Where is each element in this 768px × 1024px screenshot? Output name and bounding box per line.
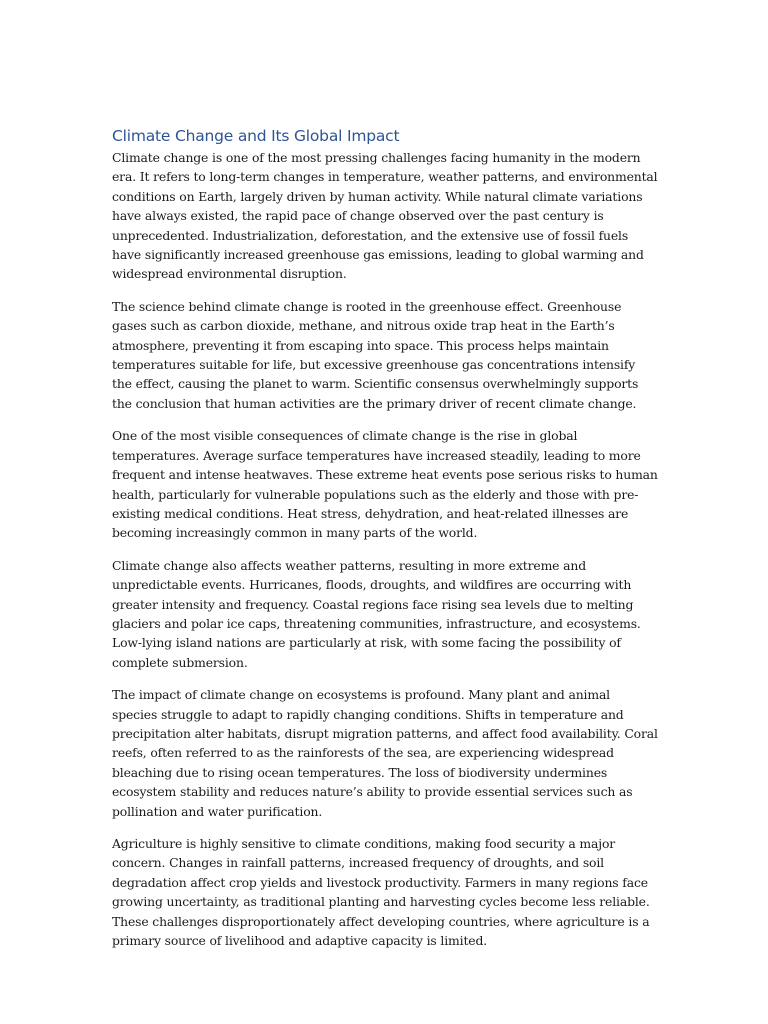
- paragraph-greenhouse-effect: The science behind climate change is rooted in the greenhouse effect. Greenhouse gases such as carbon dioxide, methane, and nitrous oxide trap heat in the Earth’s atmosphere, preventing it from escaping into space. This process helps maintain temperatures suitable for life, but excessive greenhouse gas concentrations intensify the effect, causing the planet to warm. Scientific consensus overwhelmingly supports the conclusion that human activities are the primary driver of recent climate change.: [112, 298, 639, 411]
- document-title: Climate Change and Its Global Impact: [112, 127, 400, 145]
- document-page: [112, 124, 658, 963]
- paragraph-weather-patterns: Climate change also affects weather patterns, resulting in more extreme and unpredictable events. Hurricanes, floods, droughts, and wildfires are occurring with greater intensity and frequency. Coastal regions face rising sea levels due to melting glaciers and polar ice caps, threatening communities, infrastructure, and ecosystems. Low-lying island nations are particularly at risk, with some facing the possibility of complete submersion.: [112, 557, 641, 670]
- paragraph-global-temperatures: One of the most visible consequences of climate change is the rise in global temperatures. Average surface temperatures have increased steadily, leading to more frequent and intense heatwaves. These extreme heat events pose serious risks to human health, particularly for vulnerable populations such as the elderly and those with pre-existing medical conditions. Heat stress, dehydration, and heat-related illnesses are becoming increasingly common in many parts of the world.: [112, 428, 658, 541]
- paragraph-intro: Climate change is one of the most pressing challenges facing humanity in the modern era. It refers to long-term changes in temperature, weather patterns, and environmental conditions on Earth, largely driven by human activity. While natural climate variations have always existed, the rapid pace of change observed over the past century is unprecedented. Industrialization, deforestation, and the extensive use of fossil fuels have significantly increased greenhouse gas emissions, leading to global warming and widespread environmental disruption.: [112, 150, 658, 282]
- paragraph-agriculture: Agriculture is highly sensitive to climate conditions, making food security a major concern. Changes in rainfall patterns, increased frequency of droughts, and soil degradation affect crop yields and livestock productivity. Farmers in many regions face growing uncertainty, as traditional planting and harvesting cycles become less reliable. These challenges disproportionately affect developing countries, where agriculture is a primary source of livelihood and adaptive capacity is limited.: [112, 836, 650, 949]
- paragraph-ecosystems: The impact of climate change on ecosystems is profound. Many plant and animal species struggle to adapt to rapidly changing conditions. Shifts in temperature and precipitation alter habitats, disrupt migration patterns, and affect food availability. Coral reefs, often referred to as the rainforests of the sea, are experiencing widespread bleaching due to rising ocean temperatures. The loss of biodiversity undermines ecosystem stability and reduces nature’s ability to provide essential services such as pollination and water purification.: [112, 687, 658, 819]
